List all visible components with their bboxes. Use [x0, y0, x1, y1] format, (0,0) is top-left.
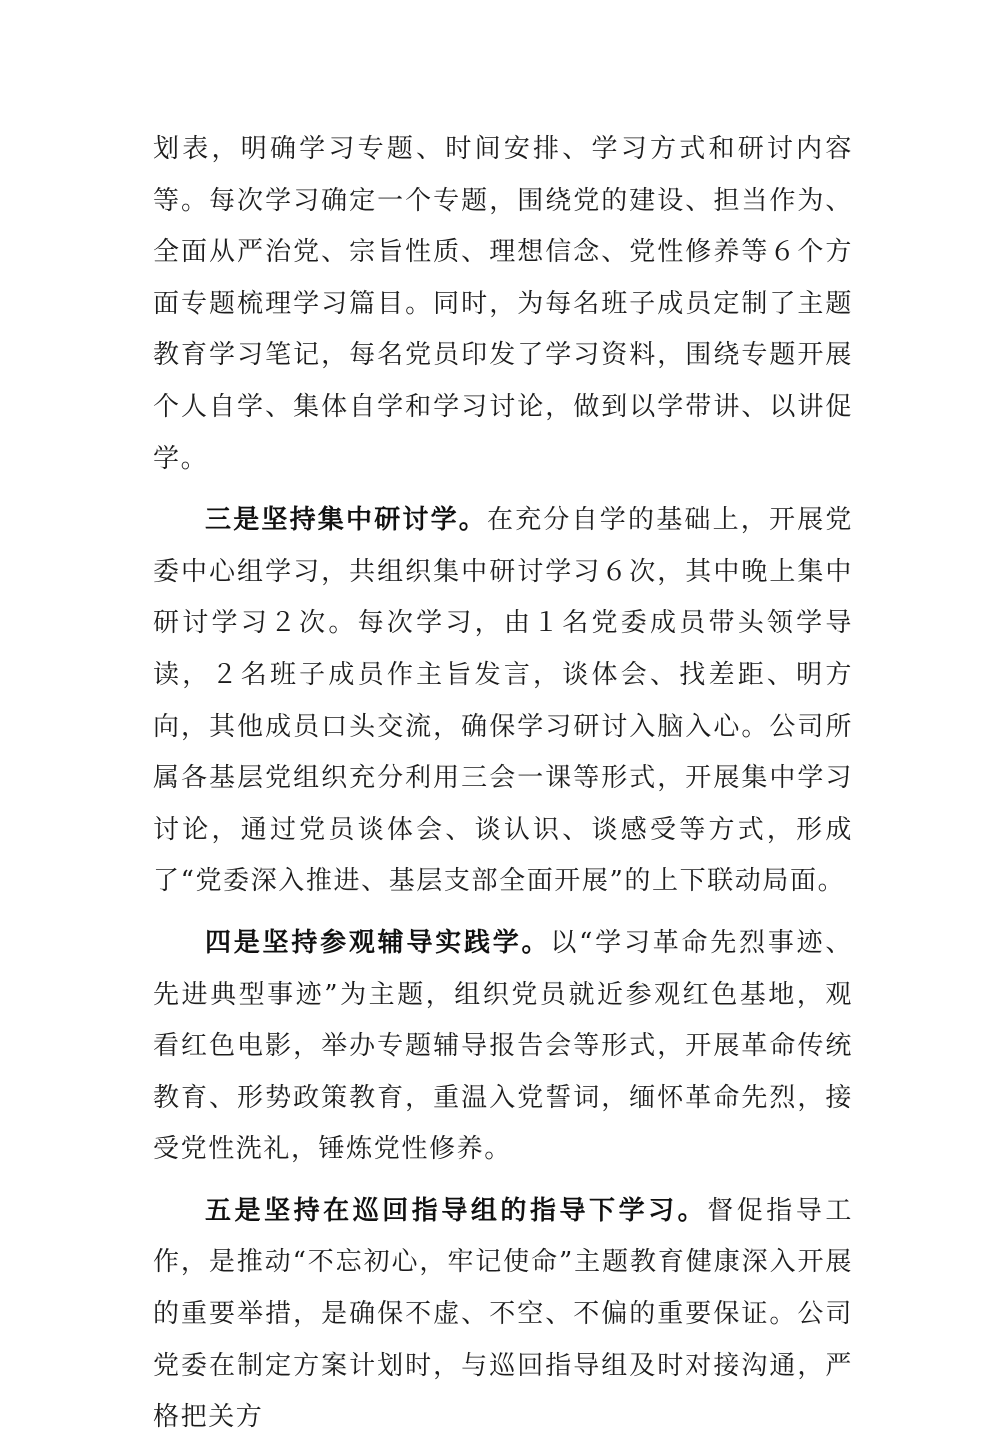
document-body — [153, 124, 853, 1444]
paragraph-visit-practice-study — [153, 918, 853, 1176]
paragraph-text: 划表，明确学习专题、时间安排、学习方式和研讨内容等。每次学习确定一个专题，围绕党的建设、担当作为、全面从严治党、宗旨性质、理想信念、党性修养等６个方面专题梳理学习篇目。同时，为每名班子成员定制了主题教育学习笔记，每名党员印发了学习资料，围绕专题开展个人自学、集体自学和学习讨论，做到以学带讲、以讲促学。 — [153, 134, 853, 474]
paragraph-concentrated-study — [153, 495, 853, 908]
paragraph-guidance-study — [153, 1186, 853, 1444]
paragraph-text: 督促指导工作，是推动“不忘初心，牢记使命”主题教育健康深入开展的重要举措，是确保不虚、不空、不偏的重要保证。公司党委在制定方案计划时，与巡回指导组及时对接沟通，严格把关方 — [153, 1195, 853, 1433]
paragraph-text: 在充分自学的基础上，开展党委中心组学习，共组织集中研讨学习６次，其中晚上集中研讨学习２次。每次学习，由１名党委成员带头领学导读，２名班子成员作主旨发言，谈体会、找差距、明方向，其他成员口头交流，确保学习研讨入脑入心。公司所属各基层党组织充分利用三会一课等形式，开展集中学习讨论，通过党员谈体会、谈认识、谈感受等方式，形成了“党委深入推进、基层支部全面开展”的上下联动局面。 — [153, 505, 853, 897]
paragraph-text: 以“学习革命先烈事迹、先进典型事迹”为主题，组织党员就近参观红色基地，观看红色电影，举办专题辅导报告会等形式，开展革命传统教育、形势政策教育，重温入党誓词，缅怀革命先烈，接受党性洗礼，锤炼党性修养。 — [153, 927, 853, 1165]
paragraph-continuation — [153, 124, 853, 485]
paragraph-lead: 三是坚持集中研讨学。 — [205, 505, 487, 536]
paragraph-lead: 四是坚持参观辅导实践学。 — [205, 927, 551, 958]
paragraph-lead: 五是坚持在巡回指导组的指导下学习。 — [205, 1195, 708, 1226]
